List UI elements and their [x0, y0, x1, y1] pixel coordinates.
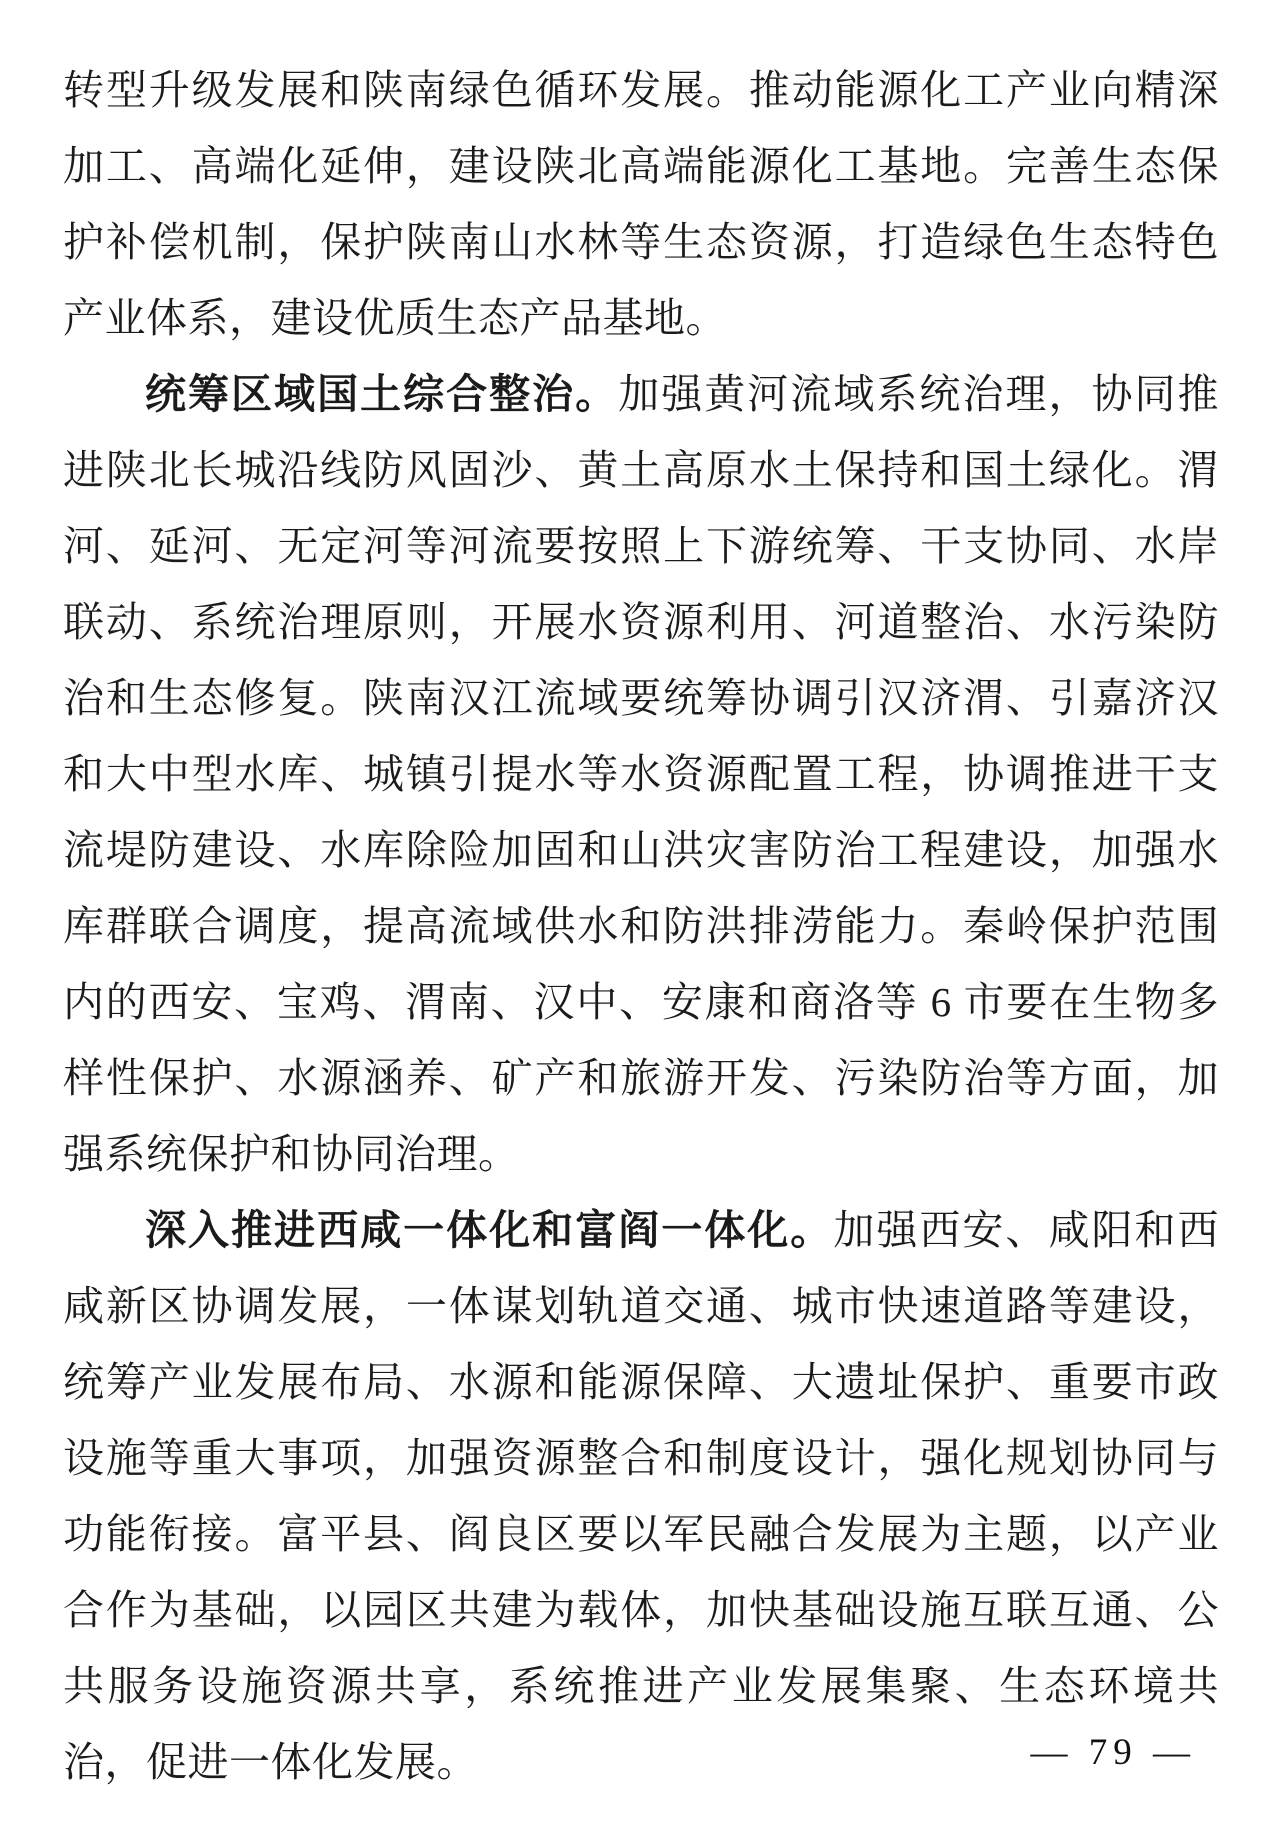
- paragraph-continuation: [63, 52, 1219, 356]
- paragraph-heading: 深入推进西咸一体化和富阎一体化。: [145, 1207, 834, 1253]
- paragraph-land-consolidation: [63, 356, 1219, 1192]
- page-number: — 79 —: [1030, 1732, 1196, 1773]
- paragraph-text: 转型升级发展和陕南绿色循环发展。推动能源化工产业向精深加工、高端化延伸，建设陕北高端能源化工基地。完善生态保护补偿机制，保护陕南山水林等生态资源，打造绿色生态特色产业体系，建设优质生态产品基地。: [63, 67, 1219, 341]
- paragraph-text: 加强黄河流域系统治理，协同推进陕北长城沿线防风固沙、黄土高原水土保持和国土绿化。渭河、延河、无定河等河流要按照上下游统筹、干支协同、水岸联动、系统治理原则，开展水资源利用、河道整治、水污染防治和生态修复。陕南汉江流域要统筹协调引汉济渭、引嘉济汉和大中型水库、城镇引提水等水资源配置工程，协调推进干支流堤防建设、水库除险加固和山洪灾害防治工程建设，加强水库群联合调度，提高流域供水和防洪排涝能力。秦岭保护范围内的西安、宝鸡、渭南、汉中、安康和商洛等 6 市要在生物多样性保护、水源涵养、矿产和旅游开发、污染防治等方面，加强系统保护和协同治理。: [63, 371, 1220, 1177]
- paragraph-text: 加强西安、咸阳和西咸新区协调发展，一体谋划轨道交通、城市快速道路等建设，统筹产业发展布局、水源和能源保障、大遗址保护、重要市政设施等重大事项，加强资源整合和制度设计，强化规划协同与功能衔接。富平县、阎良区要以军民融合发展为主题，以产业合作为基础，以园区共建为载体，加快基础设施互联互通、公共服务设施资源共享，系统推进产业发展集聚、生态环境共治，促进一体化发展。: [63, 1207, 1220, 1785]
- paragraph-heading: 统筹区域国土综合整治。: [145, 371, 619, 417]
- text-block: [63, 52, 1219, 1800]
- paragraph-xixian-integration: [63, 1192, 1219, 1800]
